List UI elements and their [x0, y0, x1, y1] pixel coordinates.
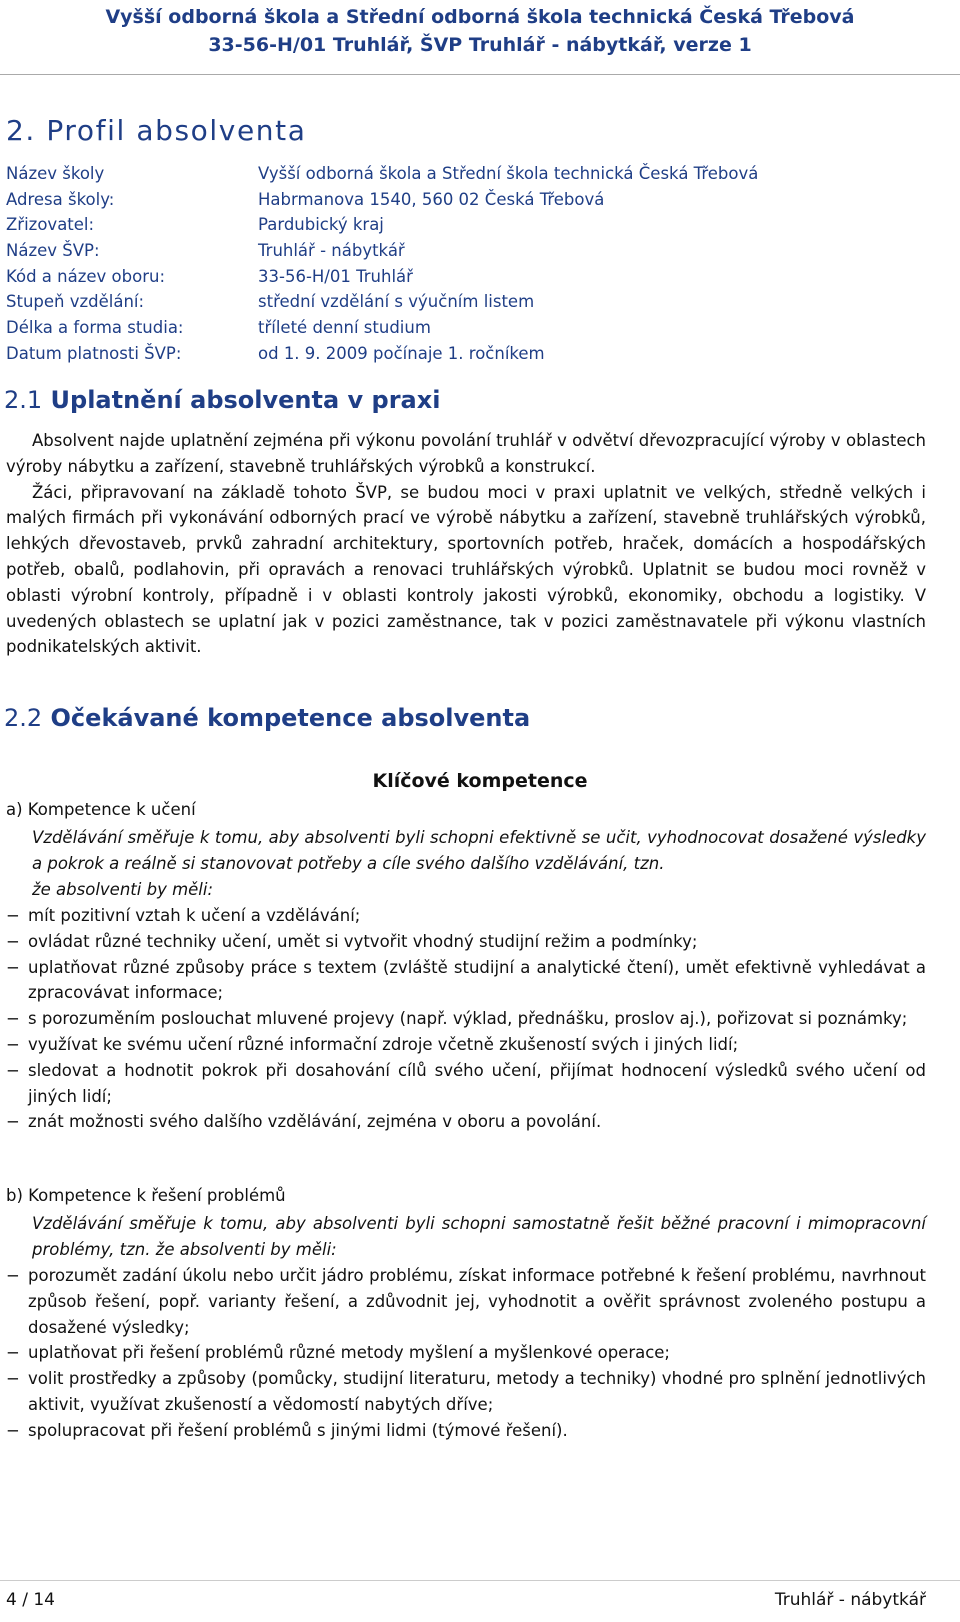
- section-2-1-body: [6, 428, 926, 660]
- competence-a-list: [6, 903, 926, 1135]
- list-item: − volit prostředky a způsoby (pomůcky, studijní literaturu, metody a techniky) vhodné pro splnění jednotlivých aktivit, využívat zkušeností a vědomostí nabytých dříve;: [6, 1369, 926, 1414]
- section-number: 2.2: [4, 704, 43, 732]
- info-value: tříleté denní studium: [258, 318, 431, 338]
- section-title: Očekávané kompetence absolventa: [50, 704, 531, 732]
- list-item: − uplatňovat různé způsoby práce s textem (zvláště studijní a analytické čtení), umět efektivně vyhledávat a zpracovávat informace;: [6, 957, 926, 1003]
- section-2-title: 2. Profil absolventa: [6, 114, 307, 147]
- list-item: − sledovat a hodnotit pokrok při dosahování cílů svého učení, přijímat hodnocení výsledků svého učení od jiných lidí;: [6, 1060, 926, 1106]
- info-key: Kód a název oboru:: [6, 266, 166, 286]
- info-value: od 1. 9. 2009 počínaje 1. ročníkem: [258, 343, 545, 363]
- info-key: Adresa školy:: [6, 189, 115, 209]
- header-school-name: Vyšší odborná škola a Střední odborná škola technická Česká Třebová: [105, 6, 855, 28]
- info-key: Stupeň vzdělání:: [6, 292, 145, 312]
- list-item: − využívat ke svému učení různé informační zdroje včetně zkušeností svých i jiných lidí;: [6, 1034, 739, 1054]
- list-item: − porozumět zadání úkolu nebo určit jádro problému, získat informace potřebné k řešení problému, navrhnout způsob řešení, popř. varianty řešení, a zdůvodnit jej, vyhodnotit a ověřit správnost zvoleného postupu a dosažené výsledky;: [6, 1266, 926, 1337]
- paragraph: Žáci, připravovaní na základě tohoto ŠVP, se budou moci v praxi uplatnit ve velkých, středně velkých i malých firmách při vykonávání odborných prací ve výrobě nábytku a zařízení, stavebně truhlářských výrobků, lehkých dřevostaveb, prvků zahradní architektury, sportovních potřeb, hraček, domácích a hospodářských potřeb, obalů, podlahovin, při opravách a renovaci truhlářských výrobků. Uplatnit se budou moci rovněž v oblasti výrobní kontroly, případně i v oblasti kontroly jakosti výrobků, ekonomiky, obchodu a logistiky. V uvedených oblastech se uplatní jak v pozici zaměstnance, tak v pozici zaměstnavatele při výkonu vlastních podnikatelských aktivit.: [6, 482, 926, 657]
- footer-title: Truhlář - nábytkář: [774, 1590, 926, 1610]
- competence-a-heading: a) Kompetence k učení: [6, 800, 196, 819]
- list-item: − uplatňovat při řešení problémů různé metody myšlení a myšlenkové operace;: [6, 1343, 670, 1363]
- intro-text: Vzdělávání směřuje k tomu, aby absolventi byli schopni efektivně se učit, vyhodnocovat dosažené výsledky a pokrok a reálně si stanovovat potřeby a cíle svého dalšího vzdělávání, tzn.: [32, 828, 926, 873]
- info-value: 33-56-H/01 Truhlář: [258, 266, 413, 286]
- section-2-2-heading: [4, 704, 530, 732]
- info-key: Název školy: [6, 164, 105, 183]
- header-program: 33-56-H/01 Truhlář, ŠVP Truhlář - nábytkář, verze 1: [208, 34, 752, 56]
- competence-a-intro: [32, 825, 926, 902]
- competence-b-intro: Vzdělávání směřuje k tomu, aby absolventi byli schopni samostatně řešit běžné pracovní i mimopracovní problémy, tzn. že absolventi by měli:: [32, 1214, 926, 1259]
- section-number: 2.1: [4, 386, 43, 414]
- footer-divider: [0, 1580, 960, 1581]
- list-item: − mít pozitivní vztah k učení a vzdělávání;: [6, 906, 361, 925]
- info-key: Délka a forma studia:: [6, 318, 184, 338]
- info-key: Název ŠVP:: [6, 241, 100, 261]
- page-number: 4 / 14: [6, 1590, 55, 1610]
- paragraph: Absolvent najde uplatnění zejména při výkonu povolání truhlář v odvětví dřevozpracující výroby v oblastech výroby nábytku a zařízení, stavebně truhlářských výrobků a konstrukcí.: [6, 431, 926, 476]
- info-value: Truhlář - nábytkář: [258, 241, 405, 261]
- competence-b-list: [6, 1263, 926, 1444]
- intro-tail: že absolventi by měli:: [32, 879, 214, 899]
- info-value: střední vzdělání s výučním listem: [258, 292, 535, 312]
- list-item: − s porozuměním poslouchat mluvené projevy (např. výklad, přednášku, proslov aj.), pořizovat si poznámky;: [6, 1009, 908, 1029]
- info-key: Zřizovatel:: [6, 215, 95, 235]
- info-key: Datum platnosti ŠVP:: [6, 343, 182, 363]
- key-competences-title: Klíčové kompetence: [372, 770, 588, 792]
- list-item: − spolupracovat při řešení problémů s jinými lidmi (týmové řešení).: [6, 1420, 568, 1440]
- list-item: − znát možnosti svého dalšího vzdělávání, zejména v oboru a povolání.: [6, 1112, 602, 1132]
- info-value: Pardubický kraj: [258, 215, 384, 235]
- header-divider: [0, 74, 960, 75]
- info-value: Habrmanova 1540, 560 02 Česká Třebová: [258, 189, 605, 209]
- list-item: − ovládat různé techniky učení, umět si vytvořit vhodný studijní režim a podmínky;: [6, 931, 698, 951]
- info-value: Vyšší odborná škola a Střední škola technická Česká Třebová: [258, 164, 759, 183]
- section-2-1-heading: [4, 386, 440, 414]
- competence-b-heading: b) Kompetence k řešení problémů: [6, 1186, 286, 1205]
- section-title: Uplatnění absolventa v praxi: [50, 386, 441, 414]
